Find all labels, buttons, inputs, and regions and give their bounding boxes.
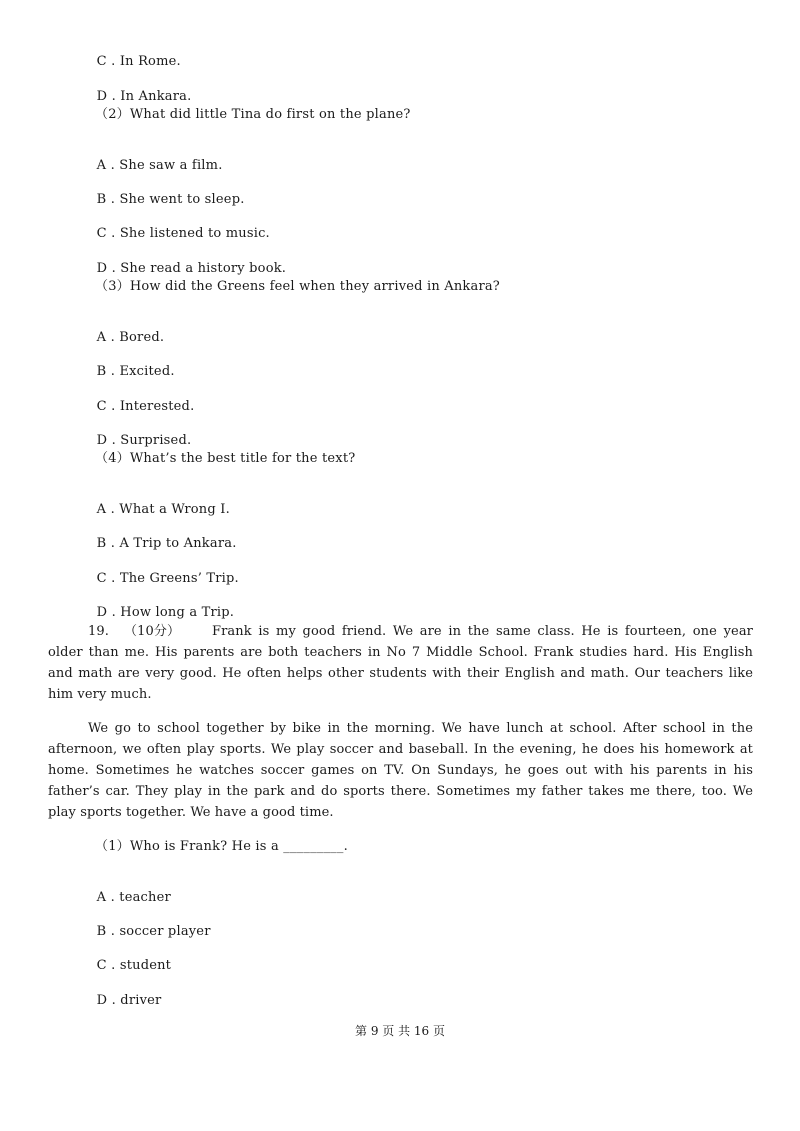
- option-letter: C: [96, 571, 107, 586]
- option-letter: C: [96, 54, 107, 69]
- option-d: D . Surprised.: [96, 433, 192, 448]
- option-letter: D: [96, 433, 108, 448]
- option-text: She listened to music.: [119, 226, 270, 241]
- question-number: 19.: [88, 624, 109, 639]
- option-text: Excited.: [119, 364, 175, 379]
- option-letter: A: [96, 890, 107, 905]
- option-text: She saw a film.: [119, 158, 223, 173]
- option-b: B . A Trip to Ankara.: [96, 536, 237, 551]
- option-text: She read a history book.: [120, 261, 287, 276]
- option-c: C . The Greens’ Trip.: [96, 571, 239, 586]
- option-letter: C: [96, 958, 107, 973]
- question-stem: （4）What’s the best title for the text?: [95, 451, 356, 466]
- option-c: C . Interested.: [96, 399, 195, 414]
- option-b: B . She went to sleep.: [96, 192, 245, 207]
- option-text: Interested.: [119, 399, 195, 414]
- option-text: The Greens’ Trip.: [119, 571, 239, 586]
- option-d: D . driver: [96, 993, 162, 1008]
- paragraph-text: We go to school together by bike in the morning. We have lunch at school. After school in the afternoon, we often play sports. We play soccer and baseball. In the evening, he does his homework at home. Sometimes he watches soccer games on TV. On Sundays, he goes out with his parents in his father’s car. They play in the park and do sports there. Sometimes my father takes me there, too. We play sports together. We have a good time.: [48, 721, 753, 820]
- option-text: How long a Trip.: [120, 605, 235, 620]
- option-text: In Rome.: [119, 54, 181, 69]
- question-stem: （1）Who is Frank? He is a _________.: [95, 839, 348, 854]
- question-stem: （2）What did little Tina do first on the plane?: [95, 107, 411, 122]
- option-letter: D: [96, 261, 108, 276]
- option-text: She went to sleep.: [119, 192, 245, 207]
- option-letter: A: [96, 330, 107, 345]
- option-letter: C: [96, 399, 107, 414]
- option-letter: B: [96, 536, 107, 551]
- option-text: teacher: [119, 890, 171, 905]
- passage-paragraph-1: [48, 621, 753, 705]
- option-a: A . teacher: [96, 890, 171, 905]
- option-letter: A: [96, 502, 107, 517]
- option-b: B . Excited.: [96, 364, 175, 379]
- option-a: A . She saw a film.: [96, 158, 223, 173]
- option-text: A Trip to Ankara.: [119, 536, 237, 551]
- option-text: Bored.: [119, 330, 165, 345]
- option-letter: D: [96, 993, 108, 1008]
- option-text: student: [119, 958, 172, 973]
- option-text: Surprised.: [120, 433, 192, 448]
- passage-paragraph-2: [48, 718, 753, 823]
- option-letter: C: [96, 226, 107, 241]
- question-score: （10分）: [124, 624, 181, 639]
- question-stem: （3）How did the Greens feel when they arrived in Ankara?: [95, 279, 500, 294]
- option-d: D . In Ankara.: [96, 89, 192, 104]
- option-c: C . In Rome.: [96, 54, 181, 69]
- option-letter: B: [96, 364, 107, 379]
- option-d: D . How long a Trip.: [96, 605, 235, 620]
- option-letter: B: [96, 192, 107, 207]
- option-text: In Ankara.: [120, 89, 192, 104]
- option-a: A . Bored.: [96, 330, 165, 345]
- option-text: What a Wrong I.: [119, 502, 230, 517]
- option-text: driver: [120, 993, 162, 1008]
- paragraph-text: Frank is my good friend. We are in the same class. He is fourteen, one year older than me. His parents are both teachers in No 7 Middle School. Frank studies hard. His English and math are very good. He often helps other students with their English and math. Our teachers like him very much.: [48, 624, 753, 702]
- option-letter: D: [96, 605, 108, 620]
- option-b: B . soccer player: [96, 924, 211, 939]
- option-c: C . She listened to music.: [96, 226, 270, 241]
- option-letter: A: [96, 158, 107, 173]
- option-d: D . She read a history book.: [96, 261, 287, 276]
- option-letter: D: [96, 89, 108, 104]
- option-text: soccer player: [119, 924, 211, 939]
- option-letter: B: [96, 924, 107, 939]
- option-a: A . What a Wrong I.: [96, 502, 230, 517]
- page-footer: 第 9 页 共 16 页: [355, 1024, 445, 1038]
- option-c: C . student: [96, 958, 172, 973]
